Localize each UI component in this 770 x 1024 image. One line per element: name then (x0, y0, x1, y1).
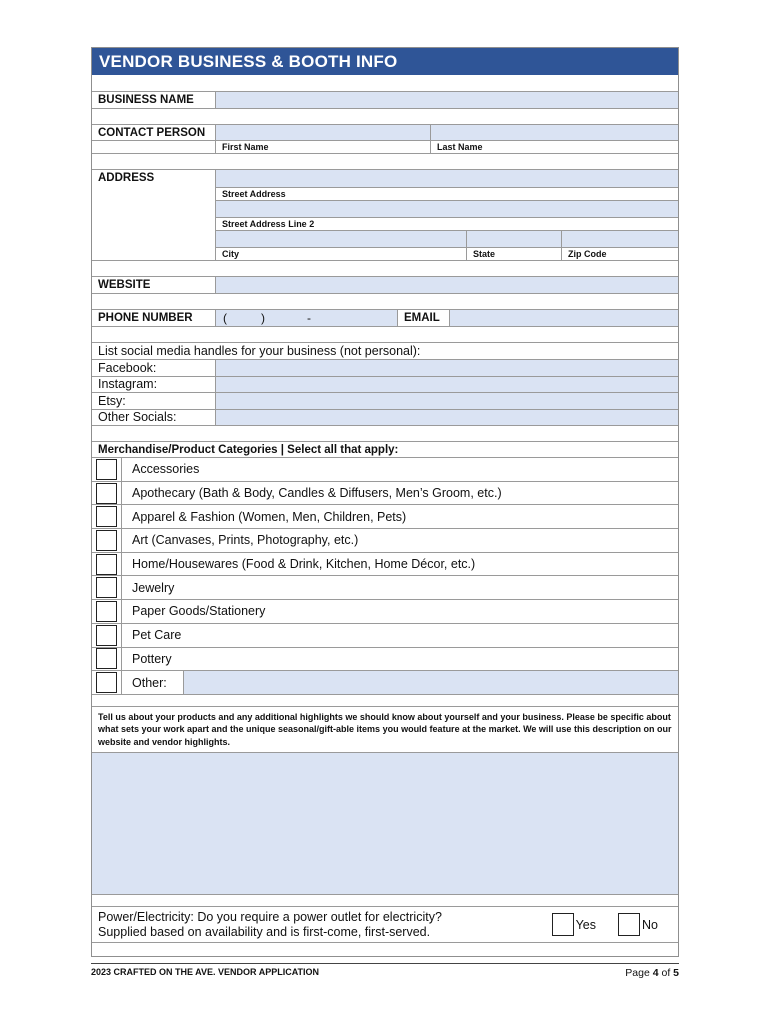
spacer (92, 425, 678, 441)
category-checkbox[interactable] (96, 506, 117, 527)
page-footer (91, 963, 679, 979)
description-prompt: Tell us about your products and any additional highlights we should know about yourself and your business. Please be specific about what sets your work apart and the unique seasonal/gift-able items you would feature at the market. We will use this description on our website and vendor highlights. (98, 711, 672, 747)
category-row (92, 457, 678, 481)
street-address-line2-caption: Street Address Line 2 (222, 219, 315, 229)
power-yes-checkbox[interactable] (552, 913, 574, 936)
spacer (92, 108, 678, 124)
category-checkbox[interactable] (96, 648, 117, 669)
last-name-field[interactable] (430, 125, 678, 140)
address-label: ADDRESS (98, 172, 155, 184)
category-row (92, 552, 678, 576)
page-prefix: Page (625, 967, 653, 979)
email-field[interactable] (449, 310, 678, 326)
facebook-label: Facebook: (98, 360, 157, 375)
footer-title: 2023 CRAFTED ON THE AVE. VENDOR APPLICATION (91, 967, 320, 977)
contact-person-label: CONTACT PERSON (98, 126, 206, 139)
category-row (92, 481, 678, 505)
spacer (92, 260, 678, 276)
city-field[interactable] (216, 231, 466, 247)
website-field[interactable] (215, 277, 678, 293)
category-row (92, 575, 678, 599)
page-number (625, 967, 679, 979)
category-row (92, 528, 678, 552)
first-name-caption: First Name (215, 141, 430, 153)
spacer (92, 894, 678, 906)
other-socials-field[interactable] (215, 410, 678, 426)
category-checkbox[interactable] (96, 483, 117, 504)
state-field[interactable] (466, 231, 561, 247)
etsy-field[interactable] (215, 393, 678, 409)
vendor-form (91, 47, 679, 957)
power-yes-label: Yes (575, 917, 597, 932)
state-caption: State (466, 248, 561, 260)
phone-number-label: PHONE NUMBER (98, 312, 193, 324)
category-label: Jewelry (121, 576, 678, 599)
address-block (92, 169, 678, 260)
phone-mask-open: ( (223, 311, 227, 325)
category-checkbox[interactable] (96, 554, 117, 575)
category-label: Home/Housewares (Food & Drink, Kitchen, Home Décor, etc.) (121, 553, 678, 576)
zip-code-field[interactable] (561, 231, 678, 247)
category-label: Apparel & Fashion (Women, Men, Children, Pets) (121, 505, 678, 528)
business-name-field[interactable] (215, 92, 678, 108)
category-row-other (92, 670, 678, 694)
power-no-label: No (642, 917, 658, 932)
first-name-field[interactable] (215, 125, 430, 140)
city-caption: City (222, 249, 240, 259)
page-total: 5 (673, 967, 679, 979)
business-name-label: BUSINESS NAME (98, 94, 194, 106)
instagram-field[interactable] (215, 377, 678, 393)
category-label: Pottery (121, 648, 678, 671)
page-mid: of (658, 967, 674, 979)
other-socials-label: Other Socials: (98, 410, 177, 425)
category-label: Pet Care (121, 624, 678, 647)
last-name-caption: Last Name (430, 141, 678, 153)
spacer (92, 293, 678, 309)
category-label: Apothecary (Bath & Body, Candles & Diffusers, Men’s Groom, etc.) (121, 482, 678, 505)
category-checkbox[interactable] (96, 625, 117, 646)
category-row (92, 599, 678, 623)
instagram-label: Instagram: (98, 377, 158, 392)
description-textarea[interactable] (92, 752, 678, 894)
category-checkbox-other[interactable] (96, 672, 117, 693)
power-no-checkbox[interactable] (618, 913, 640, 936)
category-label: Accessories (121, 458, 678, 481)
category-other-field[interactable] (183, 671, 678, 694)
section-header: VENDOR BUSINESS & BOOTH INFO (92, 48, 678, 75)
spacer (92, 942, 678, 956)
social-media-heading: List social media handles for your business (not personal): (98, 344, 421, 358)
category-list (92, 457, 678, 670)
category-label: Art (Canvases, Prints, Photography, etc.) (121, 529, 678, 552)
category-row (92, 647, 678, 671)
street-address-line2-field[interactable] (216, 201, 678, 217)
power-note: Supplied based on availability and is first-come, first-served. (98, 925, 431, 940)
blank-cell (92, 141, 215, 153)
power-row (92, 906, 678, 942)
spacer (92, 153, 678, 169)
phone-number-field[interactable] (215, 310, 397, 326)
spacer (92, 75, 678, 91)
category-row (92, 623, 678, 647)
categories-heading: Merchandise/Product Categories | Select all that apply: (98, 443, 399, 456)
category-checkbox[interactable] (96, 577, 117, 598)
page-current: 4 (652, 967, 659, 979)
category-checkbox[interactable] (96, 459, 117, 480)
phone-mask-close: ) (261, 311, 265, 325)
category-checkbox[interactable] (96, 601, 117, 622)
email-label: EMAIL (397, 310, 449, 326)
spacer (92, 326, 678, 342)
category-other-label: Other: (121, 671, 183, 694)
phone-mask-dash: - (307, 311, 311, 325)
street-address-field[interactable] (216, 170, 678, 187)
street-address-caption: Street Address (222, 189, 286, 199)
category-checkbox[interactable] (96, 530, 117, 551)
category-row (92, 504, 678, 528)
power-question: Power/Electricity: Do you require a power outlet for electricity? (98, 910, 442, 925)
etsy-label: Etsy: (98, 393, 126, 408)
category-label: Paper Goods/Stationery (121, 600, 678, 623)
spacer (92, 694, 678, 706)
website-label: WEBSITE (98, 279, 151, 291)
zip-code-caption: Zip Code (561, 248, 678, 260)
facebook-field[interactable] (215, 360, 678, 376)
